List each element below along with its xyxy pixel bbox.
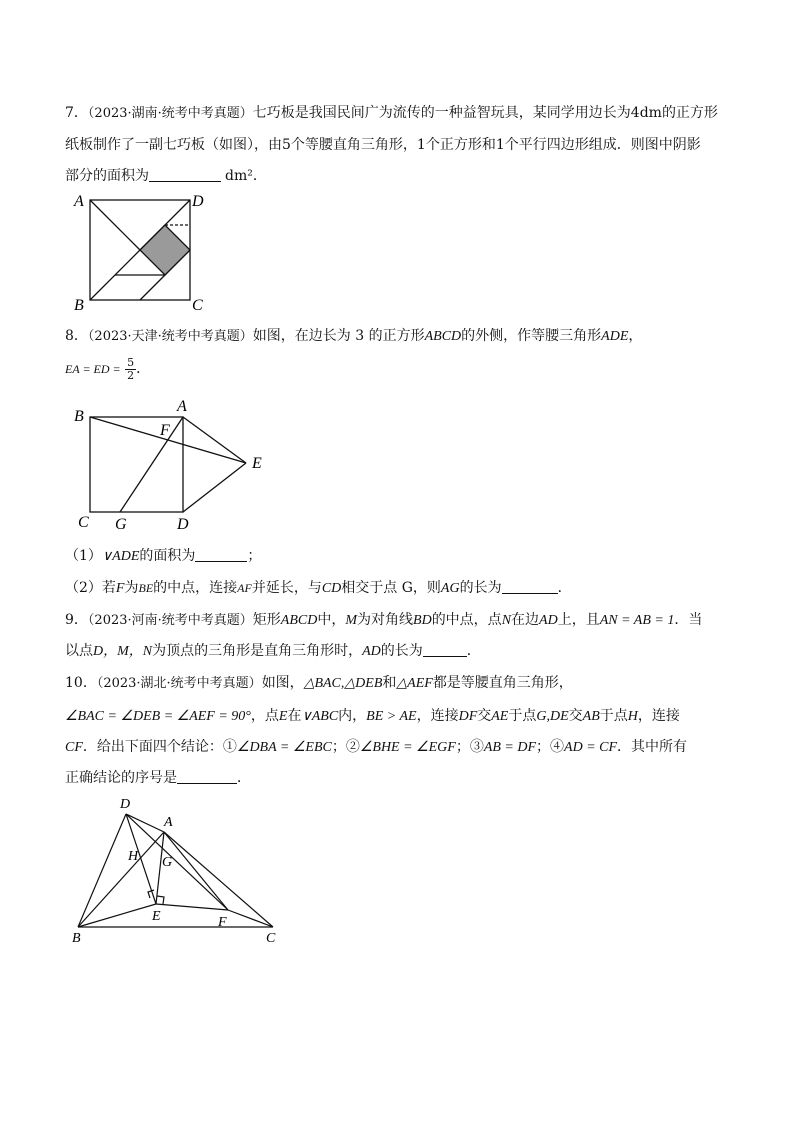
q8-part1 [65, 546, 261, 567]
q10-line-df [126, 814, 228, 910]
q7-source: （2023·湖南·统考中考真题） [87, 106, 253, 121]
q8-part2-c: 的中点，连接 [153, 580, 238, 596]
q8-frac-den: 2 [127, 368, 135, 382]
q7-line1-unit: 4dm [630, 105, 662, 121]
q7-line1-tail: 的正方形 [661, 105, 718, 121]
q8-part2-blank[interactable] [502, 579, 558, 594]
q9-bd: BD [413, 613, 432, 628]
q10-tris: △BAC,△DEB [303, 676, 383, 691]
q9-rect: ABCD [280, 613, 318, 628]
q7-line3 [65, 166, 267, 186]
q10-line-ef [156, 904, 228, 910]
q8-line2 [65, 356, 150, 382]
q10-df: DF [458, 709, 478, 724]
q8-label-g: G [115, 516, 127, 533]
q9-eq: AN = AB = 1 [599, 613, 675, 628]
q9-line2-c: 的长为 [380, 643, 423, 659]
q10-e: E [278, 709, 288, 724]
q10-line-cf [228, 910, 273, 927]
q8-line1-b: 的外侧，作等腰三角形 [461, 328, 602, 344]
q8-label-b: B [74, 408, 84, 425]
q8-part2-ag: AG [440, 581, 460, 596]
q8-line-de [183, 463, 246, 512]
q9-end: ． [466, 643, 481, 659]
q8-eq-end: ． [136, 361, 151, 377]
q10-line-ac [164, 832, 273, 927]
q10-line2-c: 内， [338, 708, 367, 724]
q9-ad: AD [539, 613, 558, 628]
q9-ad2: AD [362, 644, 381, 659]
q9-line1-b: 中， [317, 612, 346, 628]
q9-line2-b: 为顶点的三角形是直角三角形时， [152, 643, 363, 659]
q10-line2-f: 于点 [508, 708, 537, 724]
q10-c3: AB = DF [483, 740, 537, 755]
q7-unit: dm² [225, 168, 253, 184]
q10-h: H [627, 709, 638, 724]
q8-line1-a: 如图，在边长为 3 的正方形 [252, 328, 425, 344]
q10-gde: G,DE [536, 709, 569, 724]
q7-label-b: B [74, 297, 84, 314]
q10-label-f: F [218, 915, 227, 930]
q7-label-d: D [192, 193, 204, 210]
q10-line3-c: ；③ [455, 739, 484, 755]
q10-line1 [65, 673, 573, 694]
q10-c1: ∠DBA = ∠EBC [236, 740, 332, 755]
q10-number: 10． [65, 675, 97, 691]
q10-right-angle-aef [157, 896, 164, 904]
q10-ae: AE [491, 709, 509, 724]
q7-answer-blank[interactable] [149, 167, 221, 182]
q8-label-e: E [252, 455, 262, 472]
q10-line2-h: 于点 [599, 708, 628, 724]
q9-line2-a: 以点 [65, 643, 93, 659]
q10-angles: ∠BAC = ∠DEB = ∠AEF = 90° [65, 709, 251, 724]
q10-label-d: D [120, 797, 131, 812]
q10-line3-e: ．其中所有 [617, 739, 688, 755]
q10-line1-a: 如图， [261, 675, 304, 691]
q9-pts: D，M，N [93, 644, 153, 659]
q8-source: （2023·天津·统考中考真题） [87, 329, 253, 344]
q8-line1 [65, 326, 642, 347]
q8-eq-prefix: EA = ED = [65, 362, 121, 376]
q7-label-a: A [74, 193, 84, 210]
q7-number: 7． [65, 105, 88, 121]
q7-label-c: C [192, 297, 203, 314]
q10-label-c: C [266, 931, 276, 946]
q10-line3-d: ；④ [536, 739, 565, 755]
q10-c2: ∠BHE = ∠EGF [359, 740, 456, 755]
q9-source: （2023·河南·统考中考真题） [87, 613, 253, 628]
q10-label-h: H [128, 849, 139, 864]
q8-line-ae [183, 417, 246, 463]
q8-part1-a: （1） [65, 548, 102, 564]
q8-line1-c: ， [628, 328, 643, 344]
q10-tri3: △AEF [396, 676, 433, 691]
q7-line1 [65, 103, 718, 124]
q9-line1 [65, 610, 702, 631]
q10-line2-e: 交 [477, 708, 492, 724]
q10-vabc: ∨ABC [301, 709, 339, 724]
q7-para-side [140, 275, 165, 300]
q7-shaded-square [140, 225, 190, 275]
q10-line-af [164, 832, 228, 910]
q10-ab: AB [582, 709, 600, 724]
q7-end: ． [252, 168, 267, 184]
q8-part2-af: AF [237, 581, 252, 595]
q9-m: M [345, 613, 358, 628]
q10-line1-b: 和 [382, 675, 397, 691]
q8-part2-e: 相交于点 G，则 [341, 580, 441, 596]
q8-figure [70, 395, 280, 535]
q10-label-a: A [164, 815, 173, 830]
q8-part2-b: 为 [124, 580, 139, 596]
q8-part2-d: 并延长，与 [251, 580, 322, 596]
q10-line3-b: ；② [331, 739, 360, 755]
q8-number: 8． [65, 328, 88, 344]
q10-line2-g: 交 [568, 708, 583, 724]
q10-line2-a: ，点 [250, 708, 279, 724]
q8-part2-be: BE [138, 581, 154, 595]
q8-part1-end: ； [247, 548, 262, 564]
q10-line-eb [78, 904, 156, 927]
q9-line1-d: 的中点，点 [431, 612, 502, 628]
q8-line-ag [120, 417, 183, 512]
q10-c4: AD = CF [564, 740, 618, 755]
q9-line1-g: ．当 [674, 612, 703, 628]
q10-line3-a: ．给出下面四个结论：① [82, 739, 237, 755]
q10-end: ． [237, 770, 251, 786]
q10-line1-c: 都是等腰直角三角形， [432, 675, 573, 691]
q8-part2-f2: 的长为 [459, 580, 502, 596]
q8-fraction [125, 357, 136, 382]
q10-label-e: E [152, 909, 161, 924]
q9-n: N [501, 613, 512, 628]
q10-line2-b: 在 [287, 708, 302, 724]
q8-part1-tri: ∨ADE [101, 549, 140, 564]
q10-line4 [65, 768, 251, 788]
q10-line2-i: ，连接 [637, 708, 680, 724]
q10-figure [68, 792, 288, 947]
q8-label-a: A [177, 398, 187, 415]
q9-line2 [65, 641, 481, 662]
q7-line1-text: 七巧板是我国民间广为流传的一种益智玩具，某同学用边长为 [252, 105, 631, 121]
q7-diag-a [90, 200, 140, 250]
q10-line4-text: 正确结论的序号是 [65, 770, 177, 786]
q10-line2-d: ，连接 [416, 708, 459, 724]
q7-line3-text: 部分的面积为 [65, 168, 149, 184]
q8-part2-f: F [115, 581, 125, 596]
q7-tangram-figure [70, 190, 210, 315]
q8-part2 [65, 578, 572, 599]
q10-label-g: G [162, 855, 173, 870]
q8-tri-name: ADE [601, 329, 629, 344]
q8-part2-a: （2）若 [65, 580, 116, 596]
q10-cf: CF [65, 740, 83, 755]
q10-label-b: B [72, 931, 81, 946]
q8-label-c: C [78, 514, 89, 531]
q8-part1-blank[interactable] [195, 547, 247, 562]
q8-label-f: F [160, 422, 170, 439]
q8-part2-cd: CD [321, 581, 342, 596]
q9-line1-c: 为对角线 [357, 612, 414, 628]
q10-source: （2023·湖北·统考中考真题） [96, 676, 262, 691]
q10-ineq: BE > AE [366, 709, 417, 724]
q8-frac-num: 5 [127, 355, 135, 369]
q9-line1-a: 矩形 [252, 612, 281, 628]
q9-line1-f: 上，且 [557, 612, 600, 628]
q8-part1-b: 的面积为 [139, 548, 196, 564]
q10-line2 [65, 706, 680, 727]
q9-line1-e: 在边 [511, 612, 540, 628]
q8-label-d: D [177, 516, 189, 533]
q10-line3 [65, 737, 687, 758]
q10-line-db [78, 814, 126, 927]
q9-answer-blank[interactable] [423, 642, 467, 657]
q7-line2: 纸板制作了一副七巧板（如图），由5个等腰直角三角形，1个正方形和1个平行四边形组成．则图中阴影 [65, 137, 701, 153]
q8-part2-end: ． [557, 580, 572, 596]
q8-square-name: ABCD [424, 329, 462, 344]
q10-answer-blank[interactable] [177, 769, 237, 784]
q9-number: 9． [65, 612, 88, 628]
